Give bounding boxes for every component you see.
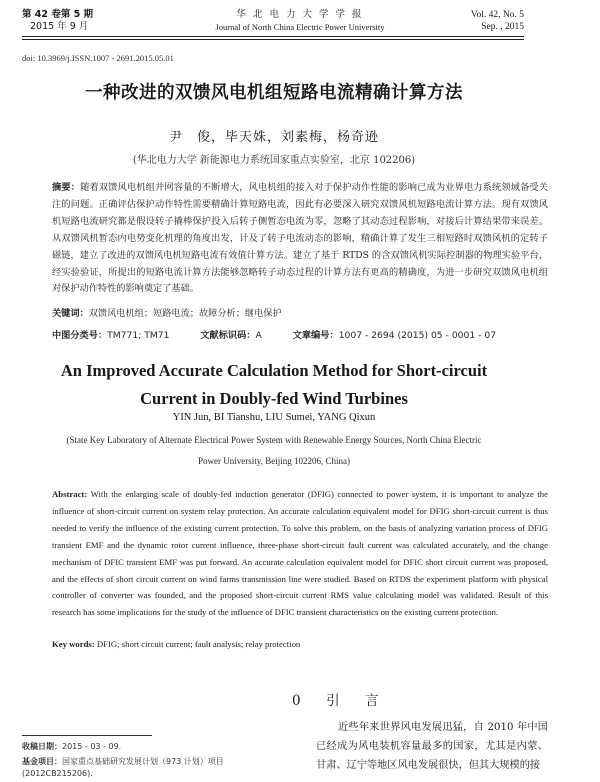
authors-cn: 尹 俊，毕天姝，刘素梅，杨奇逊 <box>168 130 379 145</box>
affiliation-en: (State Key Laboratory of Alternate Electrical Power System with Renewable Energy Sources, North China Electric Power University, Beijing 102206, China) <box>66 435 482 466</box>
keywords-en-text: DFIG; short circuit current; fault analysis; relay protection <box>96 639 301 649</box>
header-year-cn: 2015 年 9 月 <box>30 21 89 32</box>
keywords-en <box>52 639 548 649</box>
header-date-en: Sep. , 2015 <box>481 22 524 32</box>
footnote-received <box>22 741 292 753</box>
doi-line: doi: 10.3969/j.ISSN.1007 - 2691.2015.05.01 <box>22 53 174 63</box>
footnote-fund-label: 基金项目： <box>22 757 62 766</box>
footnote-fund <box>22 756 292 780</box>
header-rule-bottom <box>22 39 524 40</box>
abstract-cn-text: 随着双馈风电机组并网容量的不断增大，风电机组的接入对于保护动作性能的影响已成为业界电力系统领域备受关注的问题。正确评估保护动作特性需要精确计算短路电流，因此有必要深入研究双馈风机短路电流计算方法。现有双馈风机短路电流研究都是假设转子撬棒保护投入后转子侧暂态电流为零，忽略了其动态过程影响，对接后计算结果带来误差。从双馈风机暂态内电势变化机理的角度出发，计及了转子电流动态的影响，精确计算了发生三相短路时双馈风机的定转子磁链，建立了改进的双馈风电机短路电流有效值计算方法。建立了基于 RTDS 的含双馈风机实际控制器的物理实验平台，经实验验证，所提出的短路电流计算方法能够忽略转子动态过程的计算方法有更高的精确度，为进一步研究双馈风电机组对保护动作特性的影响奠定了基础。 <box>52 182 549 295</box>
classification-line <box>52 327 524 341</box>
abstract-en-text: With the enlarging scale of doubly-fed induction generator (DFIG) connected to power system, it is important to analyze the influence of short-circuit current on system relay protection. An accurate calculation equivalent model for DFIG short-circuit current is thus needed to verify the influence of the existing current protection. To solve this problem, on the basis of analyzing variation process of DFIG transient EMF and the dynamic rotor current influence, three-phase short-circuit fault current was calculated accurately, and the change mechanism of DFIC transient EMF was put forward. An accurate calculation equivalent model for DFIC short circuit current was proposed, and the effects of short circuit current on wind farms transmission line were studied. Based on RTDS the experiment platform with physical controller of converter was founded, and the proposed short-circuit current RMS value calculating model was validated. Result of this research has some implications for the study of the influence of DFIC transient characteristics on the existing current protection. <box>52 489 548 618</box>
paper-title-en-line2: Current in Doubly-fed Wind Turbines <box>140 389 408 408</box>
document-code: 文献标识码：A <box>200 330 262 341</box>
abstract-cn-label: 摘要： <box>52 182 81 193</box>
header-journal-cn: 华 北 电 力 大 学 学 报 <box>236 9 364 20</box>
paper-title-en-line1: An Improved Accurate Calculation Method for Short-circuit <box>60 361 488 380</box>
footnote-received-value: 2015 - 03 - 09. <box>62 742 122 751</box>
keywords-en-label: Key words: <box>52 639 95 649</box>
section-title-intro: 0 引 言 <box>292 693 385 709</box>
abstract-en-label: Abstract: <box>52 489 88 499</box>
header-rule-top <box>22 36 524 37</box>
header-volume-en: Vol. 42, No. 5 <box>470 10 524 20</box>
keywords-cn-label: 关键词： <box>52 308 89 319</box>
abstract-cn <box>52 180 548 298</box>
class-number: 中图分类号：TM771; TM71 <box>52 330 170 341</box>
keywords-cn <box>52 305 548 319</box>
running-header-right <box>471 9 524 33</box>
intro-paragraph: 近些年来世界风电发展迅猛，自 2010 年中国已经成为风电装机容量最多的国家，尤其是内蒙、甘肃、辽宁等地区风电发展很快，但其大规模的接 <box>316 722 548 771</box>
header-journal-en: Journal of North China Electric Power University <box>215 22 385 32</box>
authors-en: YIN Jun, BI Tianshu, LIU Sumei, YANG Qixun <box>172 412 376 423</box>
keywords-cn-text: 双馈风电机组；短路电流；故障分析；继电保护 <box>88 308 282 319</box>
footnote-fund-value: 国家重点基础研究发展计划（973 计划）项目 (2012CB215206). <box>22 757 224 778</box>
affiliation-cn: (华北电力大学 新能源电力系统国家重点实验室，北京 102206) <box>132 155 416 166</box>
footnote-rule <box>22 735 152 736</box>
article-number: 文章编号：1007 - 2694 (2015) 05 - 0001 - 07 <box>292 330 497 341</box>
header-volume-cn: 第 42 卷第 5 期 <box>22 9 94 20</box>
footnote-received-label: 收稿日期： <box>22 742 62 751</box>
paper-title-cn: 一种改进的双馈风电机组短路电流精确计算方法 <box>85 83 463 103</box>
abstract-en <box>52 486 548 621</box>
paper-title-en <box>0 360 548 410</box>
